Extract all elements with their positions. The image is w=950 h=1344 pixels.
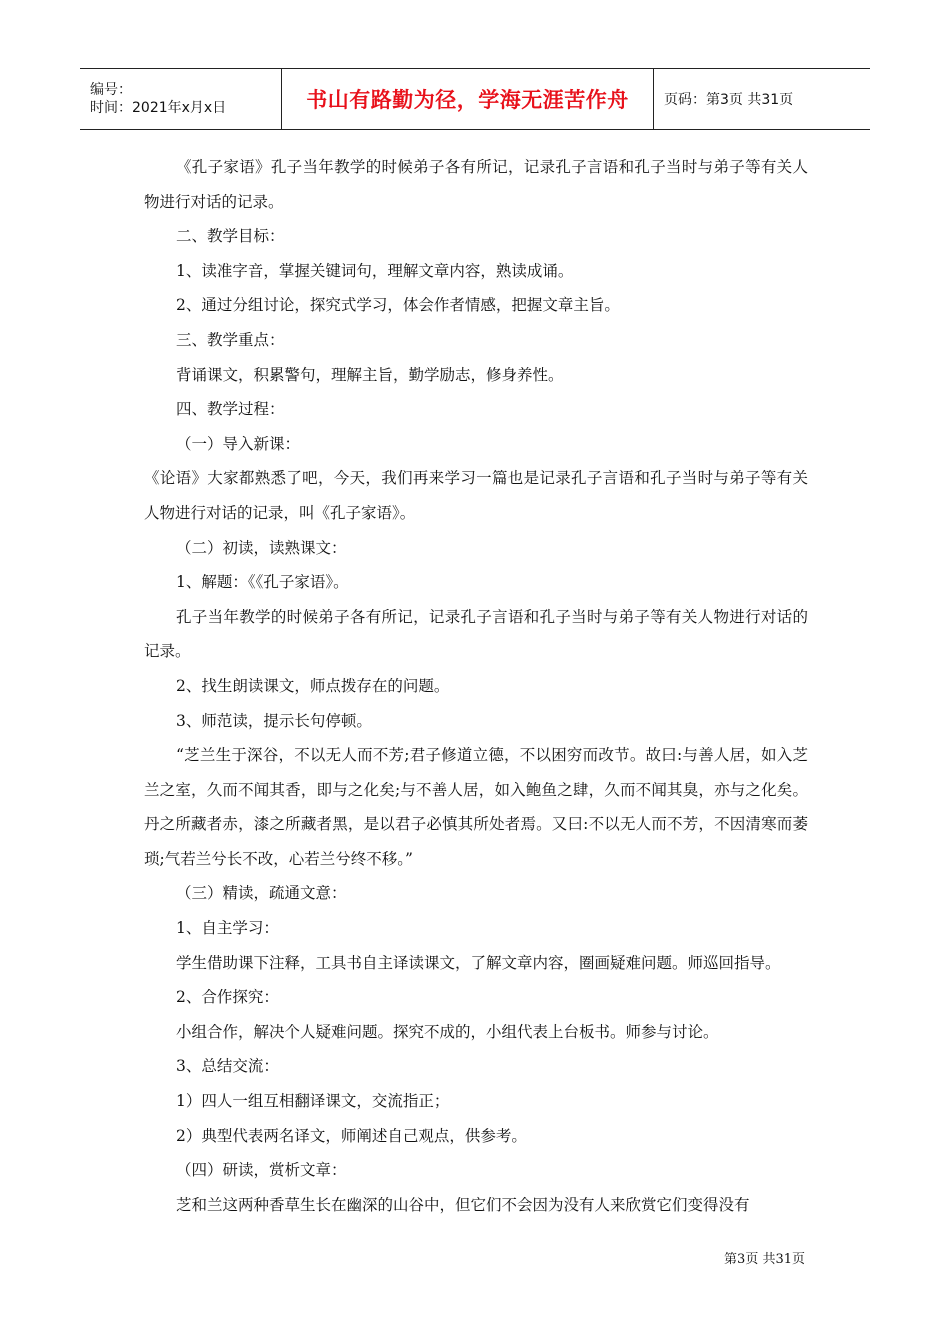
subsection-heading: （一）导入新课： <box>176 434 301 453</box>
paragraph: 小组合作，解决个人疑难问题。探究不成的，小组代表上台板书。师参与讨论。 <box>176 1022 719 1041</box>
page-footer: 第3页 共31页 <box>724 1252 805 1267</box>
list-item: 1、解题：《《孔子家语》。 <box>176 573 349 592</box>
paragraph: 孔子当年教学的时候弟子各有所记，记录孔子言语和孔子当时与弟子等有关人物进行对话的记录。 <box>144 607 808 661</box>
list-item: 3、师范读，提示长句停顿。 <box>176 711 372 730</box>
quote-paragraph: “芝兰生于深谷，不以无人而不芳;君子修道立德，不以困穷而改节。故曰:与善人居，如入芝兰之室，久而不闻其香，即与之化矣;与不善人居，如入鲍鱼之肆，久而不闻其臭，亦与之化矣。丹之所藏者赤，漆之所藏者黑，是以君子必慎其所处者焉。又曰:不以无人而不芳，不因清寒而萎琐;气若兰兮长不改，心若兰兮终不移。” <box>144 746 808 868</box>
list-item: 1）四人一组互相翻译课文，交流指正； <box>176 1092 450 1111</box>
list-item: 1、读准字音，掌握关键词句，理解文章内容，熟读成诵。 <box>176 261 574 280</box>
subsection-heading: （四）研读，赏析文章： <box>176 1161 347 1180</box>
number-label: 编号： <box>90 82 132 98</box>
paragraph: 《孔子家语》孔子当年教学的时候弟子各有所记，记录孔子言语和孔子当时与弟子等有关人物进行对话的记录。 <box>144 158 808 211</box>
paragraph: 芝和兰这两种香草生长在幽深的山谷中，但它们不会因为没有人来欣赏它们变得没有 <box>176 1195 750 1214</box>
list-item: 1、自主学习： <box>176 919 279 938</box>
header-info-cell <box>80 69 282 129</box>
section-heading: 四、教学过程： <box>176 400 285 419</box>
list-item: 2、通过分组讨论，探究式学习，体会作者情感，把握文章主旨。 <box>176 296 620 315</box>
header-motto: 书山有路勤为径，学海无涯苦作舟 <box>282 69 654 129</box>
time-label: 时间：2021年x月x日 <box>90 100 227 116</box>
list-item: 2、找生朗读课文，师点拨存在的问题。 <box>176 676 450 695</box>
list-item: 2）典型代表两名译文，师阐述自己观点，供参考。 <box>176 1126 527 1145</box>
section-heading: 三、教学重点： <box>176 330 285 349</box>
paragraph: 学生借助课下注释，工具书自主译读课文，了解文章内容，圈画疑难问题。师巡回指导。 <box>176 953 781 972</box>
subsection-heading: （二）初读，读熟课文： <box>176 538 347 557</box>
subsection-heading: （三）精读，疏通文意： <box>176 884 347 903</box>
document-body <box>144 150 808 1222</box>
list-item: 2、合作探究： <box>176 988 279 1007</box>
section-heading: 二、教学目标： <box>176 227 285 246</box>
header-page-label: 页码：第3页 共31页 <box>664 92 794 108</box>
list-item: 3、总结交流： <box>176 1057 279 1076</box>
paragraph: 背诵课文，积累警句，理解主旨，勤学励志，修身养性。 <box>176 365 564 384</box>
paragraph: 《论语》大家都熟悉了吧，今天，我们再来学习一篇也是记录孔子言语和孔子当时与弟子等有关人物进行对话的记录，叫《孔子家语》。 <box>144 469 808 522</box>
page-header <box>80 68 870 130</box>
